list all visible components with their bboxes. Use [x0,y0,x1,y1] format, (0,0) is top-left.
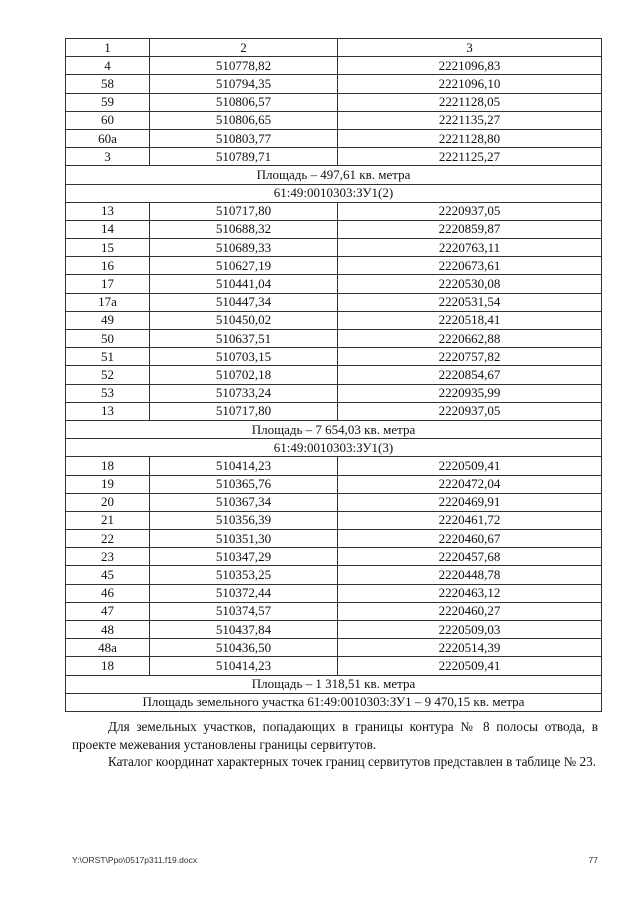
section-id-cell: 61:49:0010303:ЗУ1(3) [66,439,602,457]
x-coordinate-cell: 510806,57 [150,93,338,111]
y-coordinate-cell: 2220448,78 [338,566,602,584]
x-coordinate-cell: 510372,44 [150,584,338,602]
x-coordinate-cell: 510688,32 [150,220,338,238]
table-row [66,257,602,275]
y-coordinate-cell: 2221135,27 [338,111,602,129]
table-row [66,366,602,384]
table-row [66,57,602,75]
table-row [66,548,602,566]
x-coordinate-cell: 510347,29 [150,548,338,566]
table-header-row [66,39,602,57]
y-coordinate-cell: 2220673,61 [338,257,602,275]
y-coordinate-cell: 2221125,27 [338,148,602,166]
point-number-cell: 22 [66,530,150,548]
table-row [66,275,602,293]
section-area-cell: Площадь – 7 654,03 кв. метра [66,420,602,438]
point-number-cell: 13 [66,402,150,420]
x-coordinate-cell: 510447,34 [150,293,338,311]
y-coordinate-cell: 2220460,67 [338,530,602,548]
y-coordinate-cell: 2220531,54 [338,293,602,311]
x-coordinate-cell: 510374,57 [150,602,338,620]
x-coordinate-cell: 510806,65 [150,111,338,129]
header-cell: 1 [66,39,150,57]
y-coordinate-cell: 2221128,05 [338,93,602,111]
paragraph-catalog-reference: Каталог координат характерных точек границ сервитутов представлен в таблице № 23. [108,754,597,769]
section-area-row [66,675,602,693]
point-number-cell: 52 [66,366,150,384]
x-coordinate-cell: 510365,76 [150,475,338,493]
section-area-cell: Площадь – 497,61 кв. метра [66,166,602,184]
total-area-cell: Площадь земельного участка 61:49:0010303:ЗУ1 – 9 470,15 кв. метра [66,693,602,711]
table-row [66,330,602,348]
y-coordinate-cell: 2220469,91 [338,493,602,511]
point-number-cell: 53 [66,384,150,402]
x-coordinate-cell: 510794,35 [150,75,338,93]
table-row [66,293,602,311]
table-row [66,475,602,493]
table-row [66,602,602,620]
point-number-cell: 47 [66,602,150,620]
section-area-row [66,166,602,184]
x-coordinate-cell: 510637,51 [150,330,338,348]
table-row [66,148,602,166]
x-coordinate-cell: 510789,71 [150,148,338,166]
point-number-cell: 49 [66,311,150,329]
coordinates-table [65,38,602,712]
point-number-cell: 18 [66,657,150,675]
point-number-cell: 59 [66,93,150,111]
y-coordinate-cell: 2220509,03 [338,621,602,639]
table-row [66,457,602,475]
y-coordinate-cell: 2220935,99 [338,384,602,402]
table-row [66,493,602,511]
table-row [66,239,602,257]
y-coordinate-cell: 2221096,10 [338,75,602,93]
table-row [66,402,602,420]
table-row [66,511,602,529]
section-area-cell: Площадь – 1 318,51 кв. метра [66,675,602,693]
point-number-cell: 60а [66,129,150,147]
point-number-cell: 17а [66,293,150,311]
x-coordinate-cell: 510733,24 [150,384,338,402]
x-coordinate-cell: 510367,34 [150,493,338,511]
table-row [66,220,602,238]
table-row [66,202,602,220]
header-cell: 3 [338,39,602,57]
point-number-cell: 23 [66,548,150,566]
point-number-cell: 45 [66,566,150,584]
point-number-cell: 48 [66,621,150,639]
table-row [66,530,602,548]
point-number-cell: 46 [66,584,150,602]
point-number-cell: 19 [66,475,150,493]
x-coordinate-cell: 510627,19 [150,257,338,275]
x-coordinate-cell: 510717,80 [150,402,338,420]
page-number: 77 [588,855,598,865]
x-coordinate-cell: 510436,50 [150,639,338,657]
table-row [66,111,602,129]
section-id-cell: 61:49:0010303:ЗУ1(2) [66,184,602,202]
x-coordinate-cell: 510450,02 [150,311,338,329]
x-coordinate-cell: 510689,33 [150,239,338,257]
y-coordinate-cell: 2221096,83 [338,57,602,75]
table-row [66,75,602,93]
section-area-row [66,420,602,438]
y-coordinate-cell: 2220509,41 [338,457,602,475]
table-row [66,348,602,366]
y-coordinate-cell: 2220854,67 [338,366,602,384]
x-coordinate-cell: 510703,15 [150,348,338,366]
point-number-cell: 60 [66,111,150,129]
point-number-cell: 16 [66,257,150,275]
x-coordinate-cell: 510437,84 [150,621,338,639]
header-cell: 2 [150,39,338,57]
table-row [66,621,602,639]
y-coordinate-cell: 2220763,11 [338,239,602,257]
y-coordinate-cell: 2220662,88 [338,330,602,348]
point-number-cell: 15 [66,239,150,257]
x-coordinate-cell: 510414,23 [150,657,338,675]
point-number-cell: 14 [66,220,150,238]
x-coordinate-cell: 510414,23 [150,457,338,475]
point-number-cell: 58 [66,75,150,93]
table-row [66,129,602,147]
total-area-row [66,693,602,711]
x-coordinate-cell: 510441,04 [150,275,338,293]
x-coordinate-cell: 510778,82 [150,57,338,75]
paragraph-easements: Для земельных участков, попадающих в границы контура № 8 полосы отвода, в проекте межевания установлены границы сервитутов. [72,719,598,752]
x-coordinate-cell: 510351,30 [150,530,338,548]
table-row [66,311,602,329]
y-coordinate-cell: 2220530,08 [338,275,602,293]
point-number-cell: 51 [66,348,150,366]
point-number-cell: 21 [66,511,150,529]
y-coordinate-cell: 2220457,68 [338,548,602,566]
x-coordinate-cell: 510717,80 [150,202,338,220]
x-coordinate-cell: 510702,18 [150,366,338,384]
y-coordinate-cell: 2220757,82 [338,348,602,366]
y-coordinate-cell: 2221128,80 [338,129,602,147]
table-row [66,384,602,402]
y-coordinate-cell: 2220472,04 [338,475,602,493]
y-coordinate-cell: 2220518,41 [338,311,602,329]
point-number-cell: 50 [66,330,150,348]
point-number-cell: 17 [66,275,150,293]
x-coordinate-cell: 510803,77 [150,129,338,147]
y-coordinate-cell: 2220460,27 [338,602,602,620]
point-number-cell: 3 [66,148,150,166]
coordinates-table-body [66,39,602,712]
x-coordinate-cell: 510353,25 [150,566,338,584]
y-coordinate-cell: 2220461,72 [338,511,602,529]
section-header-row [66,439,602,457]
y-coordinate-cell: 2220509,41 [338,657,602,675]
y-coordinate-cell: 2220514,39 [338,639,602,657]
table-row [66,584,602,602]
x-coordinate-cell: 510356,39 [150,511,338,529]
table-row [66,657,602,675]
table-row [66,639,602,657]
point-number-cell: 13 [66,202,150,220]
section-header-row [66,184,602,202]
y-coordinate-cell: 2220463,12 [338,584,602,602]
y-coordinate-cell: 2220937,05 [338,202,602,220]
y-coordinate-cell: 2220937,05 [338,402,602,420]
point-number-cell: 4 [66,57,150,75]
y-coordinate-cell: 2220859,87 [338,220,602,238]
point-number-cell: 48а [66,639,150,657]
point-number-cell: 18 [66,457,150,475]
table-row [66,93,602,111]
footer-file-path: Y:\ORST\Ppo\0517p311.f19.docx [72,855,198,865]
point-number-cell: 20 [66,493,150,511]
table-row [66,566,602,584]
